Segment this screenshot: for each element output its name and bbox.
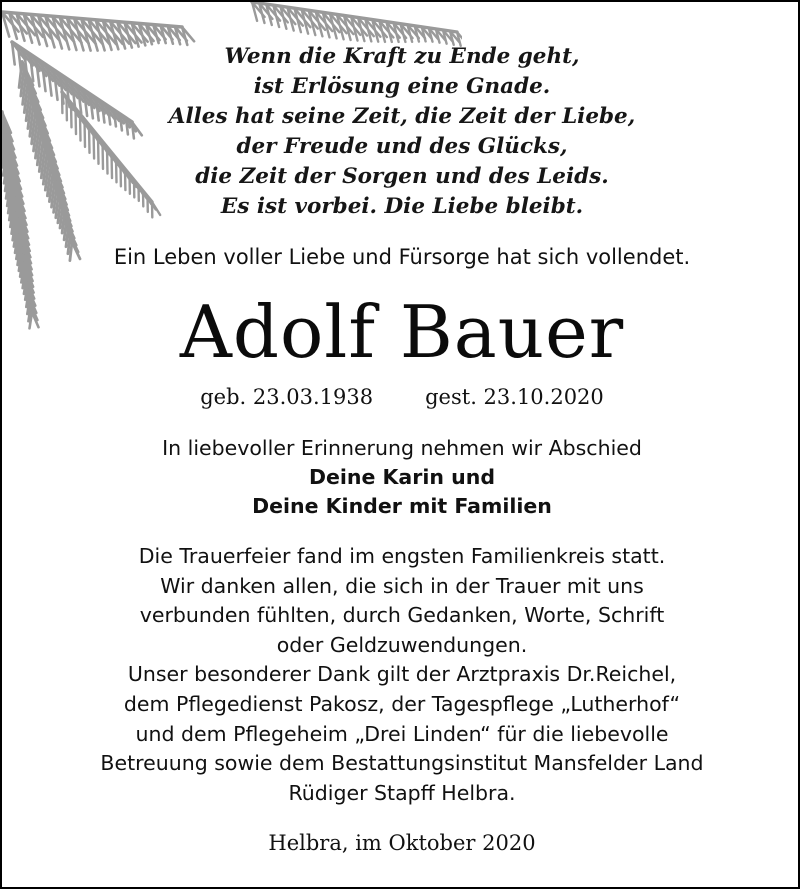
thanks-line: Wir danken allen, die sich in der Trauer mit uns [160, 573, 644, 598]
place-and-date: Helbra, im Oktober 2020 [268, 831, 536, 855]
poem-line: Alles hat seine Zeit, die Zeit der Liebe, [168, 104, 636, 129]
thanks-line: verbunden fühlten, durch Gedanken, Worte, Schrift [139, 603, 665, 628]
thanks-line: Betreuung sowie dem Bestattungsinstitut Mansfelder Land [100, 751, 704, 776]
poem-line: ist Erlösung eine Gnade. [253, 74, 551, 99]
remembrance-line: In liebevoller Erinnerung nehmen wir Abschied [162, 436, 642, 460]
birth-date: geb. 23.03.1938 [200, 385, 374, 409]
thanks-line: dem Pflegedienst Pakosz, der Tagespflege „Lutherhof“ [123, 691, 681, 716]
thanks-line: und dem Pflegeheim „Drei Linden“ für die liebevolle [135, 721, 669, 746]
intro-line: Ein Leben voller Liebe und Fürsorge hat sich vollendet. [113, 245, 691, 269]
deceased-name: Adolf Bauer [179, 290, 625, 374]
poem-line: Wenn die Kraft zu Ende geht, [224, 44, 580, 69]
life-dates [2, 382, 800, 412]
thanks-line: Die Trauerfeier fand im engsten Familienkreis statt. [138, 544, 666, 568]
death-date: gest. 23.10.2020 [425, 385, 604, 409]
poem-line: die Zeit der Sorgen und des Leids. [195, 164, 609, 189]
thanks-block [2, 542, 800, 808]
mourner-line: Deine Karin und [308, 465, 496, 489]
poem-line: Es ist vorbei. Die Liebe bleibt. [220, 194, 584, 219]
thanks-line: Rüdiger Stapff Helbra. [288, 780, 516, 805]
thanks-line: oder Geldzuwendungen. [276, 632, 528, 657]
thanks-line: Unser besonderer Dank gilt der Arztpraxis Dr.Reichel, [127, 662, 677, 687]
poem-line: der Freude und des Glücks, [236, 134, 568, 159]
poem [2, 42, 800, 222]
mourner-line: Deine Kinder mit Familien [252, 494, 552, 518]
remembrance-block [2, 434, 800, 521]
